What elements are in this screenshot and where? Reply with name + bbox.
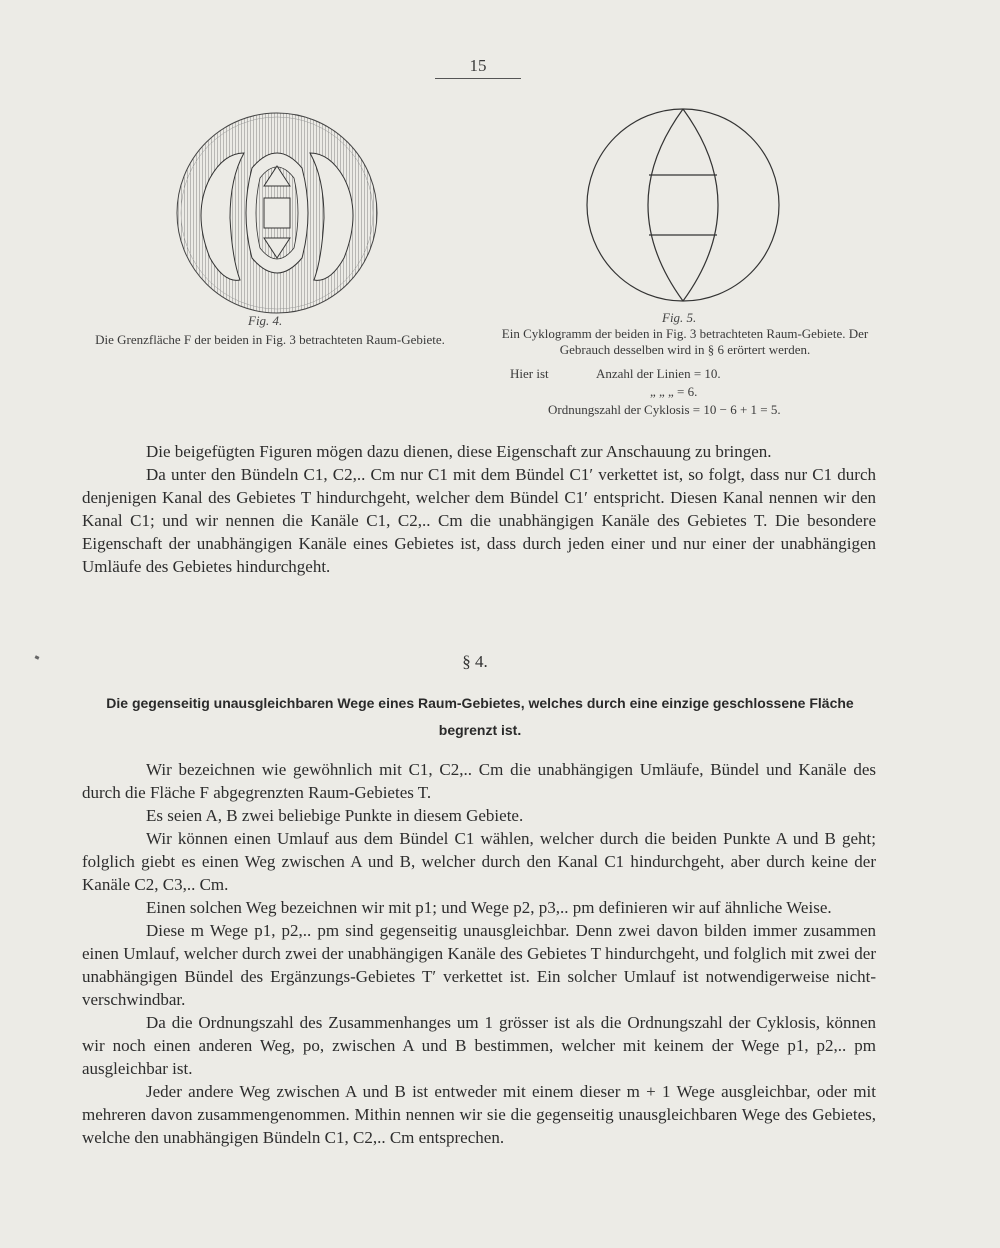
paragraph-s6: Da die Ordnungszahl des Zusammenhanges um 1 grösser ist als die Ordnungszahl der Cyklosis, können wir noch einen anderen Weg, po, zwischen A und B bestimmen, welcher mit keinem der Wege p1, p2,.. pm ausgleichbar ist. [82, 1013, 876, 1078]
figure-5-row2: „ „ „ = 6. [650, 384, 698, 399]
margin-mark [35, 655, 40, 659]
page-number-rule [435, 78, 521, 79]
section-body [82, 758, 876, 1149]
paragraph-s5: Diese m Wege p1, p2,.. pm sind gegenseitig unausgleichbar. Denn zwei davon bilden immer zusammen einen Umlauf, welcher durch zwei der unabhängigen Kanäle des Gebietes T hindurchgeht, und folglich mit zwei der unabhängigen Bündel des Ergänzungs-Gebietes T′ verkettet ist. Ein solcher Umlauf ist notwendigerweise nicht-verschwindbar. [82, 921, 876, 1009]
section-title: Die gegenseitig unausgleichbaren Wege eines Raum-Gebietes, welches durch eine einzige geschlossene Fläche begrenzt ist. [106, 695, 854, 738]
paragraph-s2: Es seien A, B zwei beliebige Punkte in diesem Gebiete. [146, 806, 524, 825]
paragraph-1: Da unter den Bündeln C1, C2,.. Cm nur C1 mit dem Bündel C1′ verkettet ist, so folgt, dass nur C1 durch denjenigen Kanal des Gebietes T hindurchgeht, welcher dem Bündel C1′ entspricht. Diesen Kanal nennen wir den Kanal C1; und wir nennen die Kanäle C1, C2,.. Cm die unabhängigen Kanäle des Gebietes T. Die besondere Eigenschaft der unabhängigen Kanäle eines Gebietes ist, dass durch jeden einer und nur einer der unabhängigen Umläufe des Gebietes hindurchgeht. [82, 465, 876, 576]
page-number: 15 [469, 56, 487, 75]
paragraph-s4: Einen solchen Weg bezeichnen wir mit p1; und Wege p2, p3,.. pm definieren wir auf ähnliche Weise. [146, 898, 832, 917]
paragraph-intro: Die beigefügten Figuren mögen dazu dienen, diese Eigenschaft zur Anschauung zu bringen. [146, 442, 772, 461]
section-number: § 4. [462, 652, 488, 671]
intro-block [82, 440, 876, 578]
figure-5-cyclogram [583, 105, 783, 305]
figure-4-surface-drawing [172, 108, 382, 318]
figure-4-caption: Die Grenzfläche F der beiden in Fig. 3 betrachteten Raum-Gebiete. [95, 332, 445, 347]
figure-5-row1-lead: Hier ist [510, 366, 549, 381]
figure-5-row3: Ordnungszahl der Cyklosis = 10 − 6 + 1 = 5. [548, 402, 781, 417]
paragraph-s3: Wir können einen Umlauf aus dem Bündel C1 wählen, welcher durch die beiden Punkte A und B geht; folglich giebt es einen Weg zwischen A und B, welcher durch den Kanal C1 hindurchgeht, aber durch keine der Kanäle C2, C3,.. Cm. [82, 829, 876, 894]
paragraph-s7: Jeder andere Weg zwischen A und B ist entweder mit einem dieser m + 1 Wege ausgleichbar, oder mit mehreren davon zusammengenommen. Mithin nennen wir sie die gegenseitig unausgleichbaren Wege des Gebietes, welche den unabhängigen Bündeln C1, C2,.. Cm entsprechen. [82, 1082, 876, 1147]
figure-4-label: Fig. 4. [248, 313, 283, 328]
figure-5-row1: Anzahl der Linien = 10. [596, 366, 721, 381]
paragraph-s1: Wir bezeichnen wie gewöhnlich mit C1, C2,.. Cm die unabhängigen Umläufe, Bündel und Kanäle des durch die Fläche F abgegrenzten Raum-Gebietes T. [82, 760, 876, 802]
figure-5-caption: Ein Cyklogramm der beiden in Fig. 3 betrachteten Raum-Gebiete. Der Gebrauch desselben wird in § 6 erörtert werden. [501, 326, 869, 357]
figure-5-label: Fig. 5. [662, 310, 697, 325]
